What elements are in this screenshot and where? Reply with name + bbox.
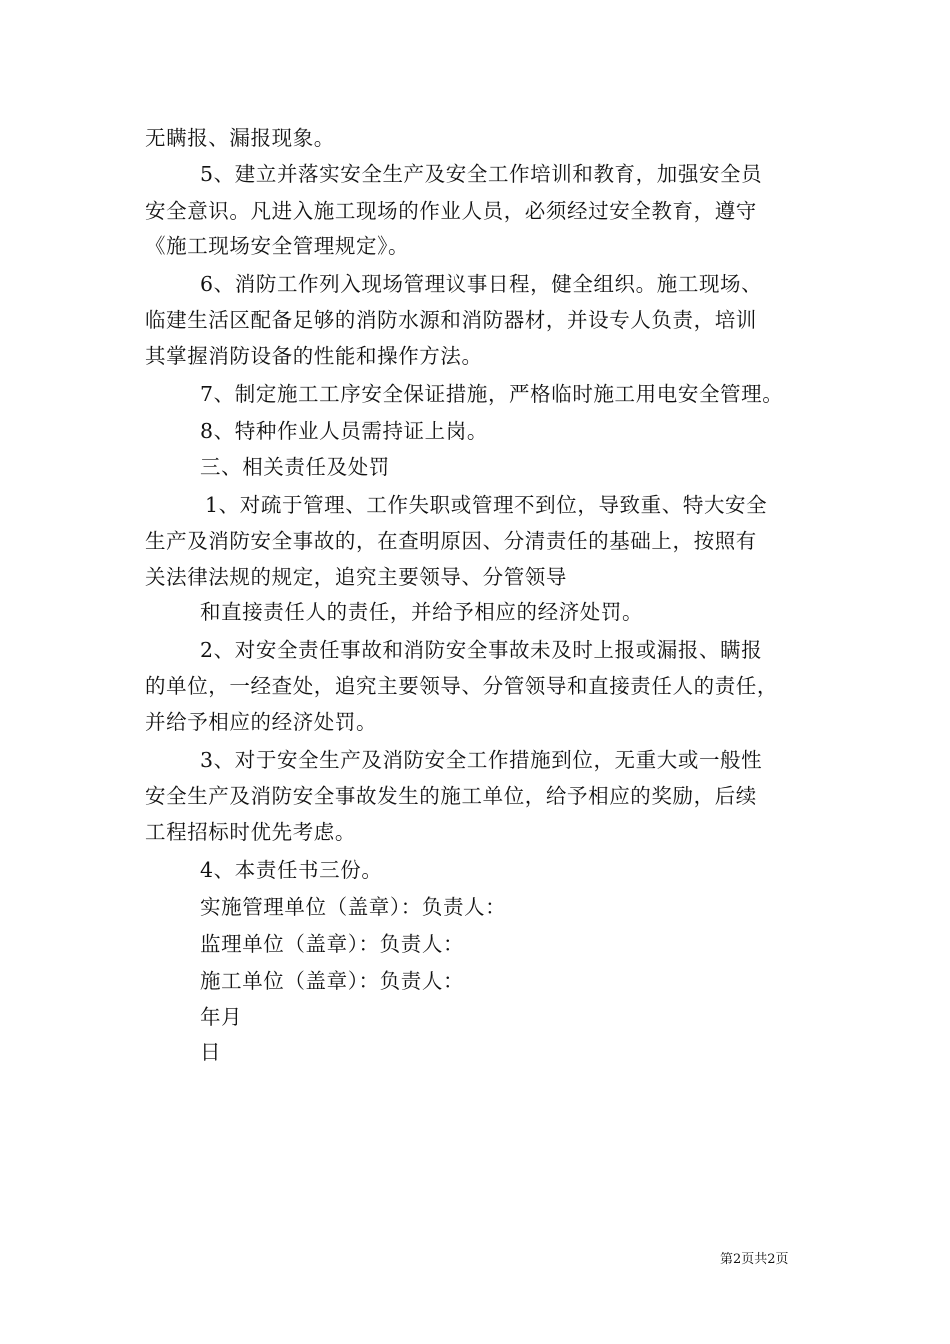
text-line: 6、消防工作列入现场管理议事日程，健全组织。施工现场、: [200, 272, 763, 296]
text-line: 和直接责任人的责任，并给予相应的经济处罚。: [200, 600, 644, 624]
text-line: 2、对安全责任事故和消防安全事故未及时上报或漏报、瞒报: [200, 638, 763, 662]
text-line: 其掌握消防设备的性能和操作方法。: [145, 344, 483, 368]
text-line: 7、制定施工工序安全保证措施，严格临时施工用电安全管理。: [200, 382, 784, 406]
section-heading: 三、相关责任及处罚: [200, 455, 390, 479]
text-line: 无瞒报、漏报现象。: [145, 126, 335, 150]
signature-line: 监理单位（盖章）：负责人：: [200, 932, 465, 956]
date-line: 日: [200, 1040, 222, 1064]
page-indicator: 第2页共2页: [720, 1252, 789, 1267]
text-line: 8、特种作业人员需持证上岗。: [200, 419, 488, 443]
text-line: 安全生产及消防安全事故发生的施工单位，给予相应的奖励，后续: [145, 784, 757, 808]
signature-line: 施工单位（盖章）：负责人：: [200, 969, 465, 993]
text-line: 4、本责任书三份。: [200, 858, 383, 882]
text-line: 关法律法规的规定，追究主要领导、分管领导: [145, 565, 567, 589]
text-line: 生产及消防安全事故的，在查明原因、分清责任的基础上，按照有: [145, 529, 757, 553]
text-line: 的单位，一经查处，追究主要领导、分管领导和直接责任人的责任，: [145, 674, 778, 698]
text-line: 《施工现场安全管理规定》。: [145, 234, 410, 258]
text-line: 工程招标时优先考虑。: [145, 820, 356, 844]
text-line: 5、建立并落实安全生产及安全工作培训和教育，加强安全员: [200, 162, 763, 186]
text-line: 并给予相应的经济处罚。: [145, 710, 378, 734]
signature-line: 实施管理单位（盖章）：负责人：: [200, 895, 507, 919]
text-line: 安全意识。凡进入施工现场的作业人员，必须经过安全教育，遵守: [145, 199, 757, 223]
text-line: 1、对疏于管理、工作失职或管理不到位，导致重、特大安全: [205, 493, 768, 517]
text-line: 3、对于安全生产及消防安全工作措施到位，无重大或一般性: [200, 748, 763, 772]
date-line: 年月: [200, 1005, 243, 1029]
text-line: 临建生活区配备足够的消防水源和消防器材，并设专人负责，培训: [145, 308, 757, 332]
